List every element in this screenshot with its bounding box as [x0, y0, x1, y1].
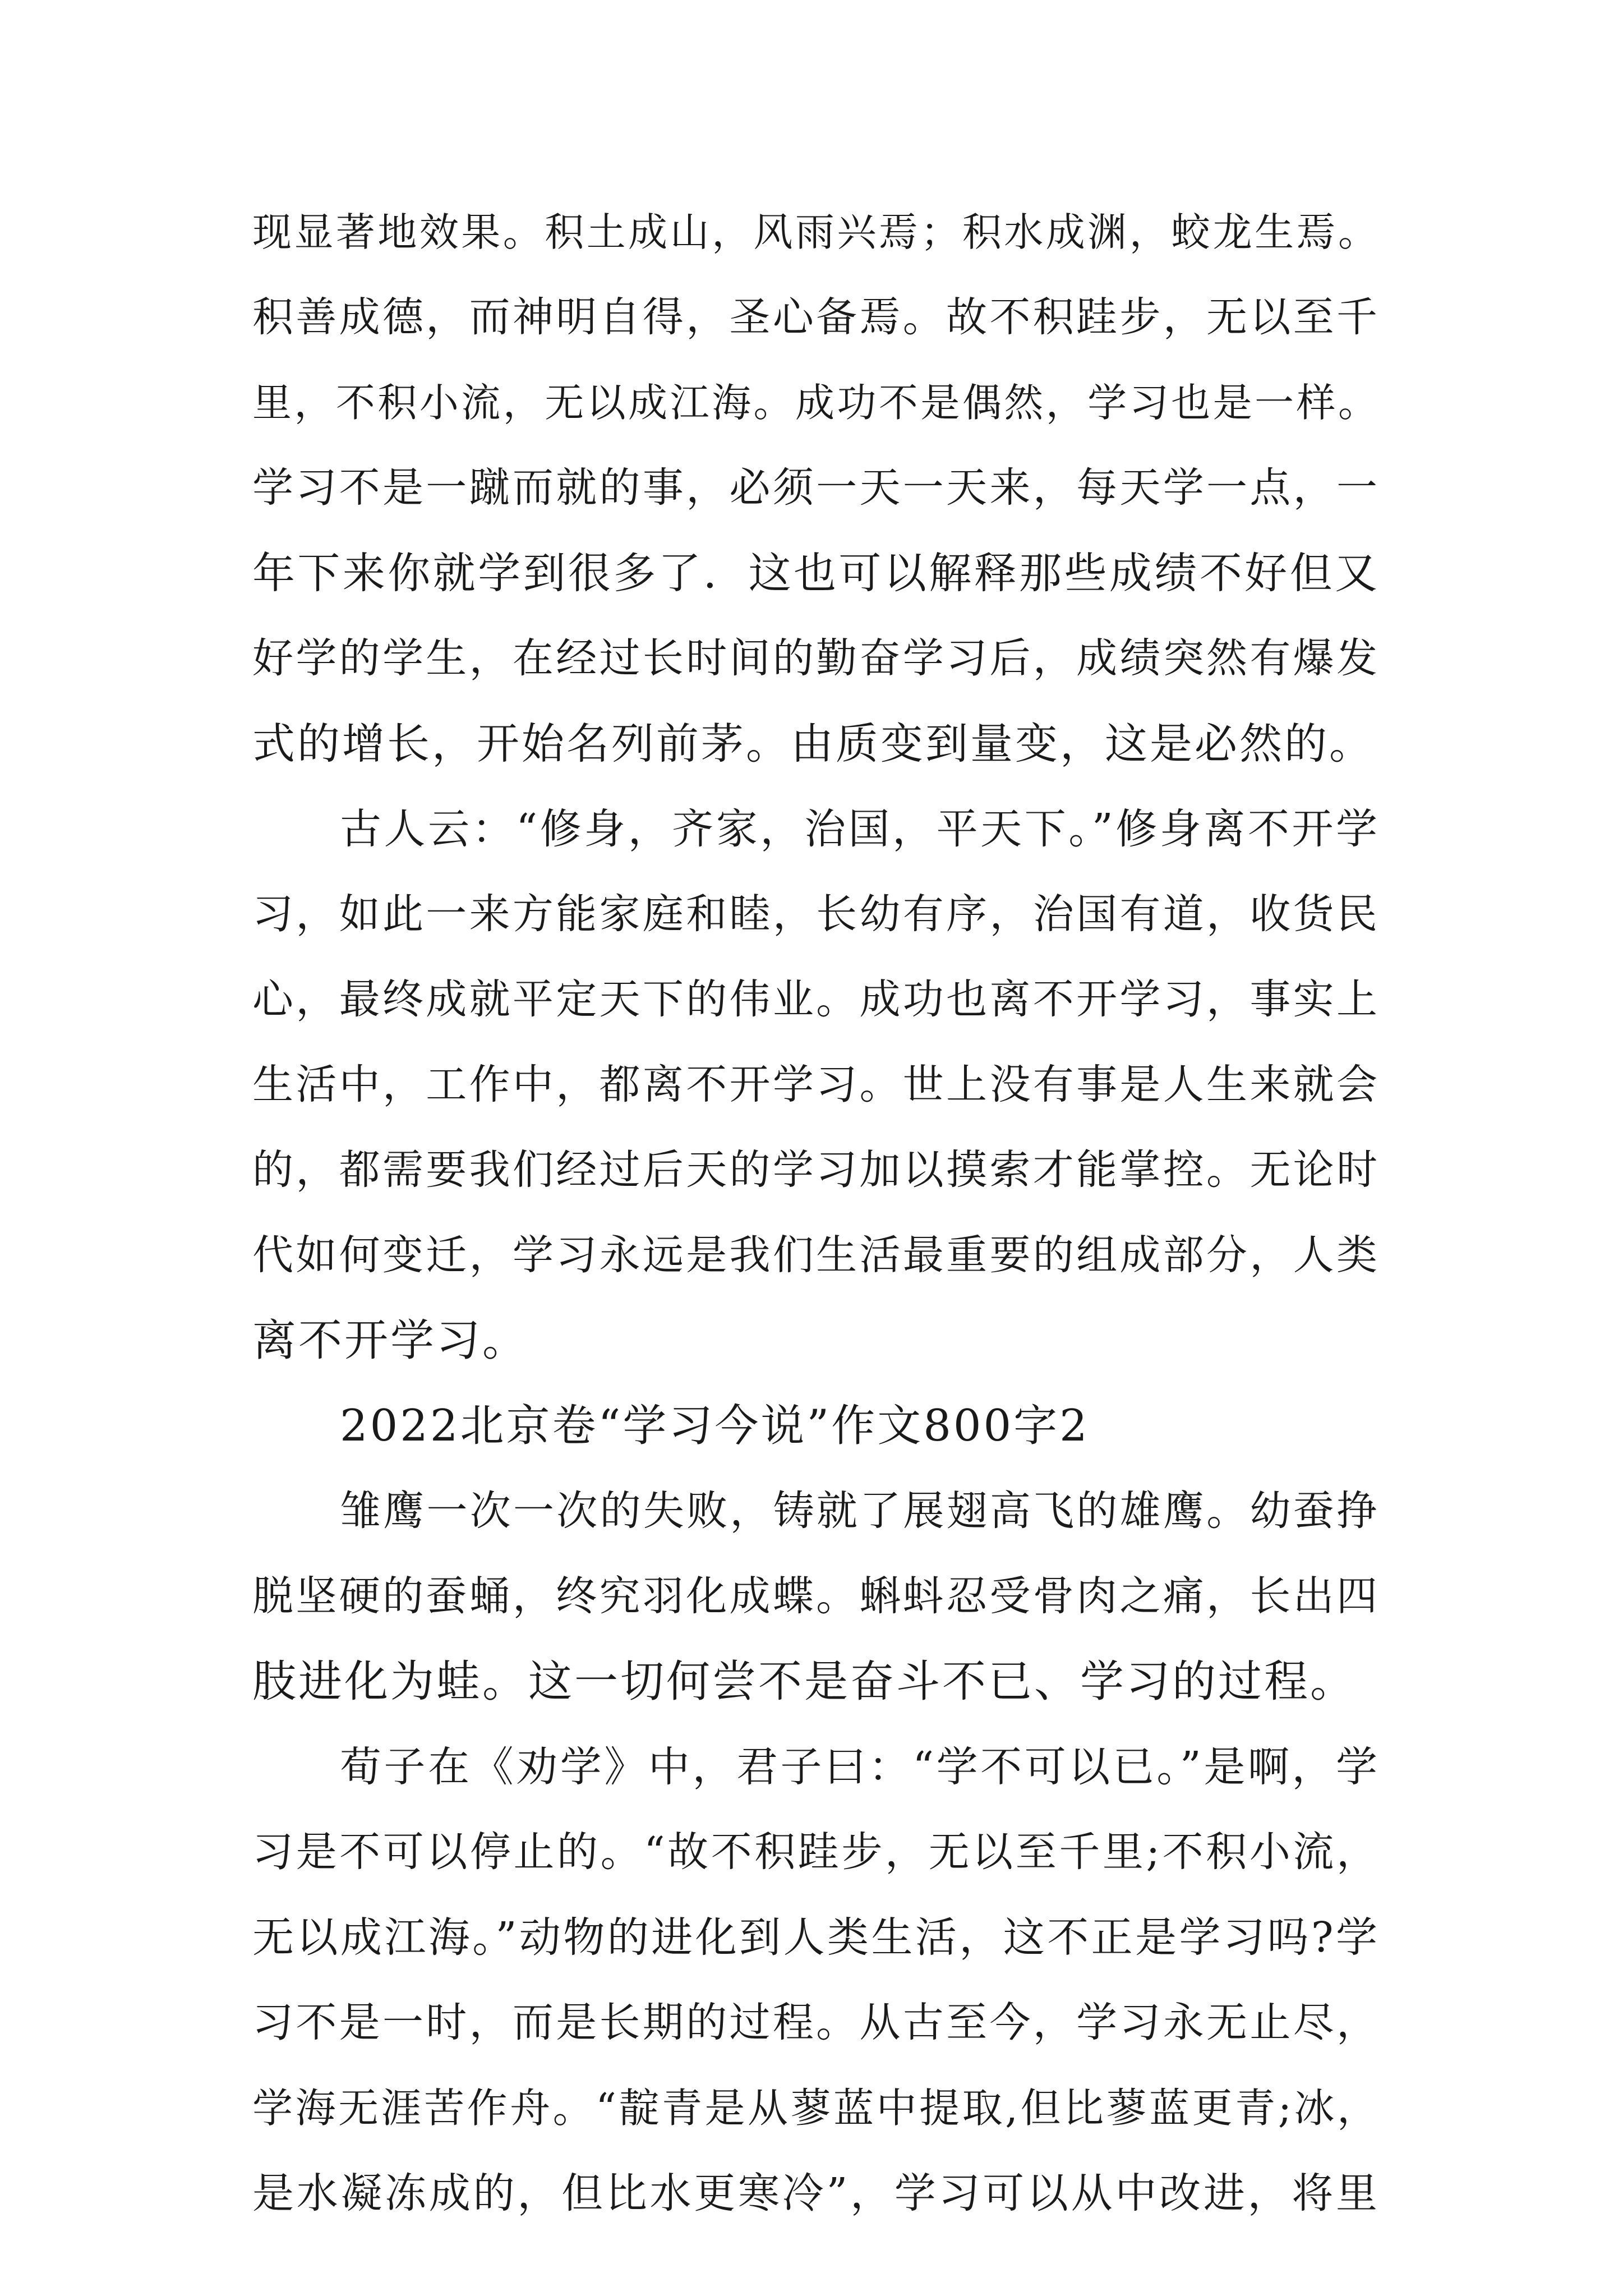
text-line: 代如何变迁，学习永远是我们生活最重要的组成部分，人类	[252, 1231, 1380, 1279]
paragraph-start-line: 雏鹰一次一次的失败，铸就了展翅高飞的雄鹰。幼蚕挣	[340, 1487, 1380, 1535]
text-line: 现显著地效果。积土成山，风雨兴焉；积水成渊，蛟龙生焉。	[252, 209, 1380, 255]
text-line: 习，如此一来方能家庭和睦，长幼有序，治国有道，收货民	[252, 890, 1380, 938]
text-line: 学习不是一蹴而就的事，必须一天一天来，每天学一点，一	[252, 464, 1380, 512]
text-line: 积善成德，而神明自得，圣心备焉。故不积跬步，无以至千	[252, 293, 1380, 341]
text-line: 肢进化为蛙。这一切何尝不是奋斗不已、学习的过程。	[252, 1657, 1357, 1707]
text-line: 脱坚硬的蚕蛹，终究羽化成蝶。蝌蚪忍受骨肉之痛，长出四	[252, 1572, 1380, 1620]
text-line: 无以成江海。”动物的进化到人类生活，这不正是学习吗?学	[252, 1913, 1380, 1962]
text-line: 心，最终成就平定天下的伟业。成功也离不开学习，事实上	[252, 976, 1380, 1023]
text-line: 离不开学习。	[252, 1315, 529, 1366]
text-line: 年下来你就学到很多了．这也可以解释那些成绩不好但又	[252, 548, 1380, 598]
text-line: 生活中，工作中，都离不开学习。世上没有事是人生来就会	[252, 1061, 1380, 1108]
text-line: 习是不可以停止的。“故不积跬步，无以至千里;不积小流，	[252, 1828, 1380, 1876]
section-heading: 2022北京卷“学习今说”作文800字2	[340, 1401, 1090, 1451]
text-line: 习不是一时，而是长期的过程。从古至今，学习永无止尽，	[252, 1999, 1380, 2046]
paragraph-start-line: 荀子在《劝学》中，君子曰：“学不可以已。”是啊，学	[340, 1743, 1380, 1791]
text-line: 好学的学生，在经过长时间的勤奋学习后，成绩突然有爆发	[252, 634, 1380, 682]
text-line: 的，都需要我们经过后天的学习加以摸索才能掌控。无论时	[252, 1146, 1380, 1194]
text-line: 里，不积小流，无以成江海。成功不是偶然，学习也是一样。	[252, 380, 1380, 426]
text-line: 是水凝冻成的，但比水更寒冷”，学习可以从中改进，将里	[252, 2169, 1380, 2217]
text-line: 式的增长，开始名列前茅。由质变到量变，这是必然的。	[252, 719, 1374, 769]
text-line: 学海无涯苦作舟。“靛青是从蓼蓝中提取,但比蓼蓝更青;冰，	[252, 2085, 1380, 2132]
paragraph-start-line: 古人云：“修身，齐家，治国，平天下。”修身离不开学	[340, 805, 1380, 853]
essay-body	[252, 190, 1380, 2236]
